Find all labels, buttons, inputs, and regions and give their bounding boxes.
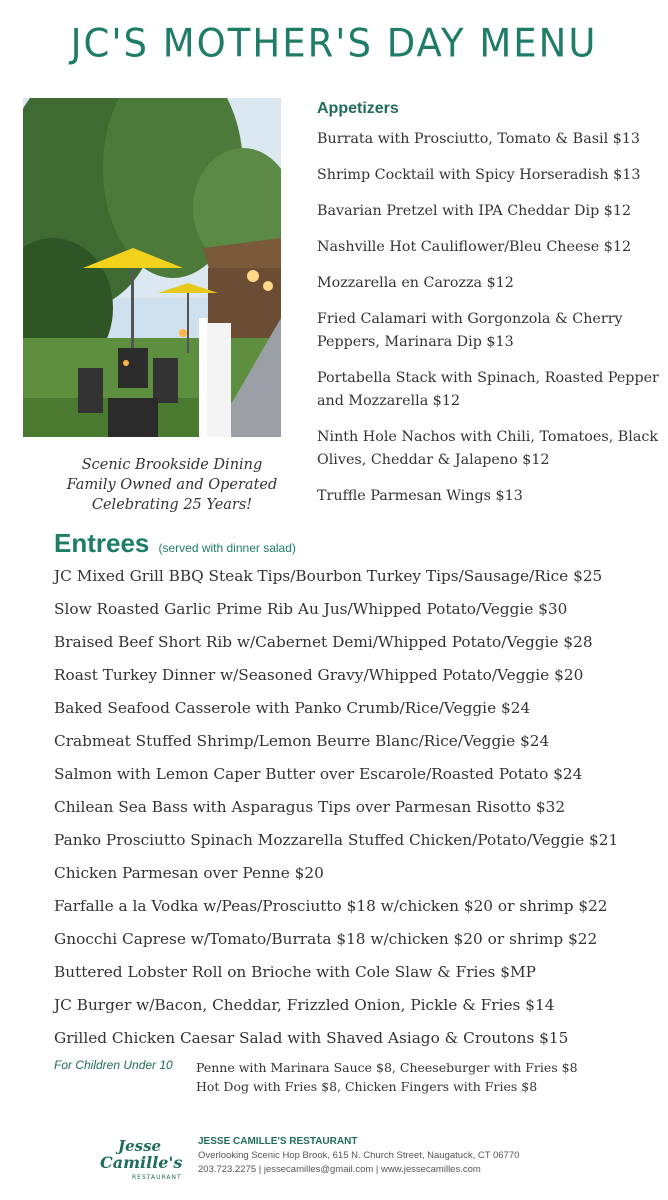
entree-item: Slow Roasted Garlic Prime Rib Au Jus/Whipped Potato/Veggie $30 — [54, 600, 568, 618]
logo-line-2: Camille's — [100, 1153, 183, 1172]
appetizer-item: Truffle Parmesan Wings $13 — [317, 488, 523, 504]
entrees-note: (served with dinner salad) — [158, 541, 296, 555]
entrees-list — [54, 560, 664, 1055]
kids-menu-items — [196, 1058, 578, 1096]
restaurant-logo — [98, 1135, 186, 1185]
footer-info — [198, 1135, 519, 1177]
restaurant-patio-photo — [23, 98, 281, 437]
appetizer-item: Mozzarella en Carozza $12 — [317, 275, 514, 291]
appetizers-list — [317, 128, 667, 521]
entree-item: Chicken Parmesan over Penne $20 — [54, 864, 324, 882]
kids-menu-line: Penne with Marinara Sauce $8, Cheeseburger with Fries $8 — [196, 1060, 578, 1075]
logo-line-3: RESTAURANT — [132, 1174, 182, 1181]
entree-item: Buttered Lobster Roll on Brioche with Cole Slaw & Fries $MP — [54, 963, 536, 981]
kids-menu-line: Hot Dog with Fries $8, Chicken Fingers with Fries $8 — [196, 1079, 538, 1094]
entree-item: Farfalle a la Vodka w/Peas/Prosciutto $18 w/chicken $20 or shrimp $22 — [54, 897, 608, 915]
entrees-heading — [54, 528, 296, 559]
caption-line: Celebrating 25 Years! — [91, 497, 253, 513]
entree-item: Crabmeat Stuffed Shrimp/Lemon Beurre Blanc/Rice/Veggie $24 — [54, 732, 550, 750]
appetizer-item: Shrimp Cocktail with Spicy Horseradish $13 — [317, 167, 641, 183]
logo-graphic — [98, 1135, 186, 1185]
restaurant-name: JESSE CAMILLE'S RESTAURANT — [198, 1136, 358, 1147]
caption-line: Family Owned and Operated — [66, 477, 278, 493]
appetizer-item: Fried Calamari with Gorgonzola & Cherry Peppers, Marinara Dip $13 — [317, 311, 623, 350]
appetizer-item: Portabella Stack with Spinach, Roasted Pepper and Mozzarella $12 — [317, 370, 659, 409]
menu-title: JC'S MOTHER'S DAY MENU — [70, 20, 598, 67]
appetizer-item: Bavarian Pretzel with IPA Cheddar Dip $12 — [317, 203, 632, 219]
restaurant-address: Overlooking Scenic Hop Brook, 615 N. Church Street, Naugatuck, CT 06770 — [198, 1150, 520, 1161]
entree-item: Salmon with Lemon Caper Butter over Escarole/Roasted Potato $24 — [54, 765, 583, 783]
logo-line-1: Jesse — [118, 1137, 162, 1155]
entree-item: Chilean Sea Bass with Asparagus Tips over Parmesan Risotto $32 — [54, 798, 566, 816]
entree-item: JC Burger w/Bacon, Cheddar, Frizzled Onion, Pickle & Fries $14 — [54, 996, 555, 1014]
entree-item: Roast Turkey Dinner w/Seasoned Gravy/Whipped Potato/Veggie $20 — [54, 666, 584, 684]
entree-item: Baked Seafood Casserole with Panko Crumb/Rice/Veggie $24 — [54, 699, 531, 717]
entree-item: Panko Prosciutto Spinach Mozzarella Stuffed Chicken/Potato/Veggie $21 — [54, 831, 619, 849]
entree-item: Braised Beef Short Rib w/Cabernet Demi/Whipped Potato/Veggie $28 — [54, 633, 593, 651]
entrees-title: Entrees — [54, 528, 150, 558]
appetizers-heading: Appetizers — [317, 100, 399, 117]
entree-item: Grilled Chicken Caesar Salad with Shaved Asiago & Croutons $15 — [54, 1029, 569, 1047]
entree-item: Gnocchi Caprese w/Tomato/Burrata $18 w/chicken $20 or shrimp $22 — [54, 930, 598, 948]
patio-illustration — [23, 98, 281, 437]
photo-caption — [23, 455, 321, 515]
kids-menu-label: For Children Under 10 — [54, 1058, 173, 1072]
appetizer-item: Burrata with Prosciutto, Tomato & Basil $13 — [317, 131, 641, 147]
appetizer-item: Nashville Hot Cauliflower/Bleu Cheese $12 — [317, 239, 632, 255]
appetizer-item: Ninth Hole Nachos with Chili, Tomatoes, Black Olives, Cheddar & Jalapeno $12 — [317, 429, 659, 468]
caption-line: Scenic Brookside Dining — [81, 457, 263, 473]
entree-item: JC Mixed Grill BBQ Steak Tips/Bourbon Turkey Tips/Sausage/Rice $25 — [54, 567, 603, 585]
restaurant-contact: 203.723.2275 | jessecamilles@gmail.com | www.jessecamilles.com — [198, 1164, 481, 1175]
